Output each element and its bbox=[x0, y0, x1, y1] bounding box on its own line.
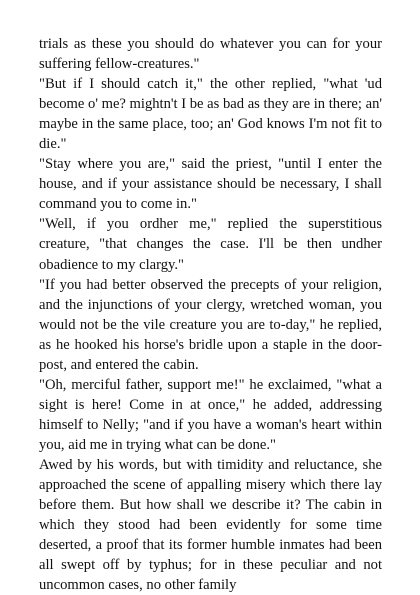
paragraph-5: "If you had better observed the precepts of your religion, and the injunctions of your clergy, wretched woman, you would not be the vile creature you are to-day," he replied, as he hooked his horse's bridle upon a staple in the door-post, and entered the cabin. bbox=[39, 276, 382, 373]
paragraph-2: "But if I should catch it," the other replied, "what 'ud become o' me? mightn't I be as bad as they are in there; an' maybe in the same place, too; an' God knows I'm not fit to die." bbox=[39, 76, 383, 153]
paragraph-6: "Oh, merciful father, support me!" he exclaimed, "what a sight is here! Come in at once," he added, addressing himself to Nelly; "and if you have a woman's heart within you, aid me in trying what can be done." bbox=[39, 376, 382, 453]
paragraph-1: trials as these you should do whatever you can for your suffering fellow-creatures." bbox=[39, 36, 382, 73]
paragraph-4: "Well, if you ordher me," replied the superstitious creature, "that changes the case. I'll be then undher obadience to my clargy." bbox=[39, 216, 382, 273]
paragraph-3: "Stay where you are," said the priest, "until I enter the house, and if your assistance should be necessary, I shall command you to come in." bbox=[39, 156, 382, 213]
page-text-body bbox=[39, 34, 382, 595]
paragraph-7: Awed by his words, but with timidity and reluctance, she approached the scene of appalling misery which there lay before them. But how shall we describe it? The cabin in which they stood had been evidently for some time deserted, a proof that its former humble inmates had been all swept off by typhus; for in these peculiar and not uncommon cases, no other family bbox=[39, 456, 382, 594]
